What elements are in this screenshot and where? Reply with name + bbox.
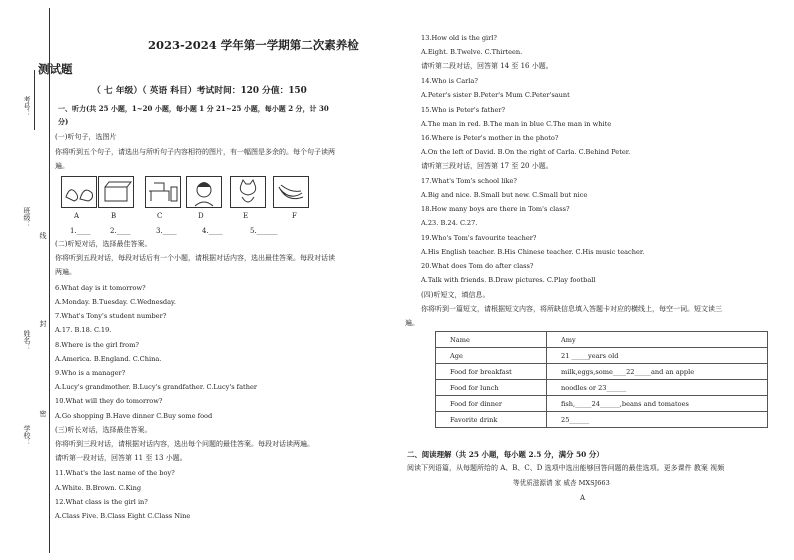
part2-instructions: 你将听到五段对话，每段对话后有一个小题，请根据对话内容，选出最佳答案。每段对话读	[55, 254, 335, 262]
question-15-options: A.The man in red. B.The man in blue C.The man in white	[421, 120, 612, 128]
table-cell: Name	[436, 332, 547, 348]
question-10-options: A.Go shopping B.Have dinner C.Buy some food	[55, 412, 213, 420]
question-7-options: A.17. B.18. C.19.	[55, 326, 112, 334]
question-18: 18.How many boys are there in Tom's class?	[421, 205, 570, 213]
question-12: 12.What class is the girl in?	[55, 498, 148, 506]
question-16-options: A.On the left of David. B.On the right of Carla. C.Behind Peter.	[421, 148, 631, 156]
question-14: 14.Who is Carla?	[421, 77, 478, 85]
table-row	[436, 364, 768, 380]
question-9-options: A.Lucy's grandmother. B.Lucy's grandfather. C.Lucy's father	[55, 383, 258, 391]
exam-info: （ 七 年级）（ 英语 科目）考试时间：120 分值：150	[92, 86, 307, 96]
picture-f-bananas	[273, 176, 309, 208]
answer-blank-1[interactable]: 1.____	[70, 227, 91, 235]
section1-title: 一、听力(共 25 小题，1~20 小题，每小题 1 分 21~25 小题，每小题 2 分，计 30	[58, 104, 329, 113]
question-13-options: A.Eight. B.Twelve. C.Thirteen.	[421, 48, 523, 56]
part3-title: (三)听长对话，选择最佳答案。	[55, 426, 152, 434]
margin-label-name: 姓名：	[23, 330, 31, 351]
part3-sub2: 请听第二段对话，回答第 14 至 16 小题。	[421, 62, 553, 70]
part3-subinstruction: 请听第一段对话，回答第 11 至 13 小题。	[55, 454, 187, 462]
question-8: 8.Where is the girl from?	[55, 341, 139, 349]
watermark-text: 等优质滋源请 家 威杏 MXSJ663	[513, 479, 610, 487]
margin-label-school: 学校：	[23, 425, 31, 446]
answer-blank-3[interactable]: 3.____	[156, 227, 177, 235]
question-7: 7.What's Tony's student number?	[55, 312, 167, 320]
info-table	[435, 331, 768, 428]
question-11-options: A.White. B.Brown. C.King	[55, 484, 142, 492]
table-row	[436, 348, 768, 364]
table-cell: Age	[436, 348, 547, 364]
exam-no-line	[34, 70, 35, 130]
picture-label-d: D	[198, 212, 204, 220]
part2-title: (二)听短对话，选择最佳答案。	[55, 240, 152, 248]
cat-icon	[231, 177, 265, 207]
question-11: 11.What's the last name of the boy?	[55, 469, 175, 477]
part1-instructions-cont: 遍。	[55, 162, 69, 170]
part4-title: (四)听短文，填信息。	[421, 291, 490, 299]
picture-label-b: B	[111, 212, 117, 220]
picture-d-girl	[186, 176, 222, 208]
table-cell: Amy	[547, 332, 768, 348]
table-row	[436, 396, 768, 412]
part4-instructions: 你将听到一篇短文，请根据短文内容，将所缺信息填入答题卡对应的横线上，每空一词。短文读三	[421, 305, 722, 313]
passage-letter: A	[580, 494, 586, 502]
part1-title: (一)听句子，选图片	[55, 133, 117, 141]
part4-instructions-cont: 遍。	[405, 319, 419, 327]
page-title-cont: 测试题	[38, 62, 73, 76]
box-icon	[99, 177, 133, 207]
table-cell: Food for lunch	[436, 380, 547, 396]
picture-e-cat	[230, 176, 266, 208]
answer-blank-5[interactable]: 5.______	[250, 227, 278, 235]
picture-c-desk	[145, 176, 181, 208]
question-6-options: A.Monday. B.Tuesday. C.Wednesday.	[55, 298, 176, 306]
question-10: 10.What will they do tomorrow?	[55, 397, 163, 405]
question-12-options: A.Class Five. B.Class Eight C.Class Nine	[55, 512, 191, 520]
picture-a-shoes	[61, 176, 97, 208]
picture-b-box	[98, 176, 134, 208]
girl-icon	[187, 177, 221, 207]
page-title: 2023-2024 学年第一学期第二次素养检	[148, 38, 359, 52]
question-17: 17.What's Tom's school like?	[421, 177, 517, 185]
part2-instructions-cont: 两遍。	[55, 268, 76, 276]
part3-sub3: 请听第三段对话，回答第 17 至 20 小题。	[421, 162, 553, 170]
answer-blank-2[interactable]: 2.____	[110, 227, 131, 235]
question-9: 9.Who is a manager?	[55, 369, 126, 377]
table-row	[436, 412, 768, 428]
question-15: 15.Who is Peter's father?	[421, 106, 506, 114]
answer-blank-4[interactable]: 4.____	[202, 227, 223, 235]
margin-label-exam-no: 考号：	[23, 96, 31, 117]
bananas-icon	[274, 177, 308, 207]
question-19-options: A.His English teacher. B.His Chinese teacher. C.His music teacher.	[421, 248, 645, 256]
section1-title-cont: 分)	[58, 117, 69, 126]
part1-instructions: 你将听到五个句子，请选出与所听句子内容相符的图片，有一幅图是多余的。每个句子读两	[55, 148, 335, 156]
question-20: 20.What does Tom do after class?	[421, 262, 534, 270]
margin-label-class: 班级：	[23, 207, 31, 228]
table-cell[interactable]: milk,eggs,some____22_____and an apple	[547, 364, 768, 380]
picture-label-c: C	[157, 212, 163, 220]
question-17-options: A.Big and nice. B.Small but new. C.Small but nice	[421, 191, 588, 199]
question-13: 13.How old is the girl?	[421, 34, 497, 42]
table-cell: Favorite drink	[436, 412, 547, 428]
question-14-options: A.Peter's sister B.Peter's Mum C.Peter'saunt	[421, 91, 570, 99]
binding-line	[49, 8, 50, 553]
table-cell: Food for dinner	[436, 396, 547, 412]
section2-title: 二、阅读理解（共 25 小题，每小题 2.5 分，满分 50 分）	[407, 450, 604, 459]
question-8-options: A.America. B.England. C.China.	[55, 355, 162, 363]
table-row	[436, 380, 768, 396]
section2-instructions: 阅读下列语篇，从每题所给的 A、B、C、D 选项中选出能够回答问题的最佳选项。更多课件 教案 视频	[407, 464, 725, 472]
question-19: 19.Who's Tom's favourite teacher?	[421, 234, 537, 242]
table-cell[interactable]: noodles or 23______	[547, 380, 768, 396]
table-cell: Food for breakfast	[436, 364, 547, 380]
part3-instructions: 你将听到三段对话，请根据对话内容，选出每个问题的最佳答案。每段对话读两遍。	[55, 440, 314, 448]
picture-label-a: A	[74, 212, 80, 220]
table-row	[436, 332, 768, 348]
desk-icon	[146, 177, 180, 207]
table-cell[interactable]: fish,_____24______,beans and tomatoes	[547, 396, 768, 412]
table-cell[interactable]: 21 _____years old	[547, 348, 768, 364]
picture-label-e: E	[243, 212, 249, 220]
question-16: 16.Where is Peter's mother in the photo?	[421, 134, 559, 142]
table-cell[interactable]: 25______	[547, 412, 768, 428]
margin-mark-seal: 封	[39, 320, 47, 327]
question-6: 6.What day is it tomorrow?	[55, 284, 146, 292]
question-20-options: A.Talk with friends. B.Draw pictures. C.Play football	[421, 276, 596, 284]
margin-mark-secret: 密	[39, 410, 47, 417]
margin-mark-line: 线	[39, 232, 47, 239]
shoes-icon	[62, 177, 96, 207]
question-18-options: A.23. B.24. C.27.	[421, 219, 478, 227]
picture-label-f: F	[292, 212, 297, 220]
